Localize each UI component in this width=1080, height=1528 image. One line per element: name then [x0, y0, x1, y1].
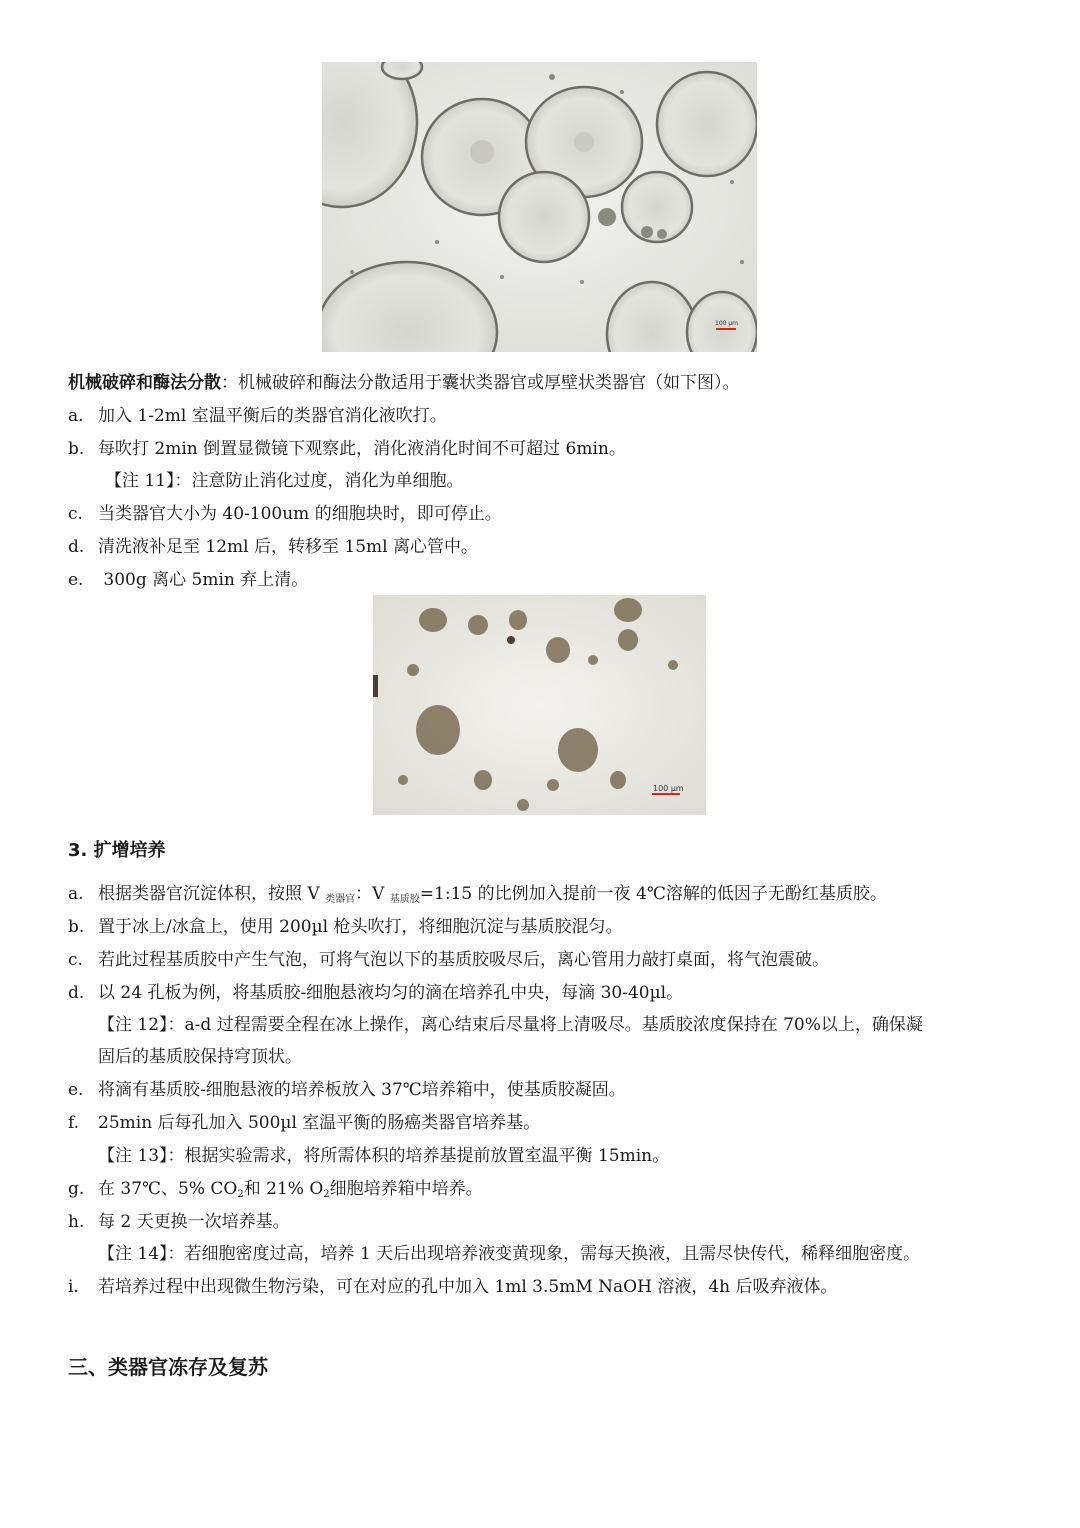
expand-note-13: 【注 13】：根据实验需求，将所需体积的培养基提前放置室温平衡 15min。: [98, 1146, 670, 1166]
item-text: 当类器官大小为 40-100um 的细胞块时，即可停止。: [98, 504, 502, 524]
scale-label: 100 µm: [653, 784, 684, 793]
item-text: 加入 1-2ml 室温平衡后的类器官消化液吹打。: [98, 406, 447, 426]
micrograph-cystic-organoids: [322, 62, 757, 352]
item-text: 若培养过程中出现微生物污染，可在对应的孔中加入 1ml 3.5mM NaOH 溶液，4h 后吸弃液体。: [98, 1277, 838, 1297]
item-marker: g.: [68, 1179, 85, 1199]
subscript-matrigel: 基质胶: [389, 894, 420, 905]
expand-note-12-line2: 固后的基质胶保持穹顶状。: [98, 1047, 302, 1067]
item-text-post: =1:15 的比例加入提前一夜 4℃溶解的低因子无酚红基质胶。: [419, 884, 887, 904]
item-marker: d.: [68, 537, 85, 557]
section-heading-freeze-thaw: 三、类器官冻存及复苏: [68, 1355, 268, 1379]
note-text: 【注 11】：注意防止消化过度，消化为单细胞。: [105, 471, 464, 491]
item-marker: a.: [68, 884, 84, 904]
expand-item-a: [68, 883, 887, 911]
item-text-mid: ：V: [355, 884, 390, 904]
expand-note-12-line1: 【注 12】：a-d 过程需要全程在冰上操作，离心结束后尽量将上清吸尽。基质胶浓度保持在 70%以上，确保凝: [98, 1015, 923, 1035]
mech-item-b: [68, 438, 626, 460]
item-text-post: 细胞培养箱中培养。: [329, 1179, 483, 1199]
expand-item-g: [68, 1178, 483, 1206]
item-marker: h.: [68, 1212, 85, 1232]
item-marker: f.: [68, 1113, 80, 1133]
item-text: 25min 后每孔加入 500µl 室温平衡的肠癌类器官培养基。: [98, 1113, 541, 1133]
item-text: 以 24 孔板为例，将基质胶-细胞悬液均匀的滴在培养孔中央，每滴 30-40µl。: [98, 983, 684, 1003]
expand-item-h: [68, 1211, 290, 1233]
item-text-mid: 和 21% O: [243, 1179, 324, 1199]
item-text-pre: 根据类器官沉淀体积，按照 V: [98, 884, 326, 904]
expand-item-f: [68, 1112, 540, 1134]
micrograph-clusters-svg: [373, 595, 706, 815]
item-text: 300g 离心 5min 弃上清。: [98, 570, 309, 590]
mech-title: 机械破碎和酶法分散: [68, 373, 221, 393]
item-text: 每吹打 2min 倒置显微镜下观察此，消化液消化时间不可超过 6min。: [98, 439, 626, 459]
item-text: 置于冰上/冰盒上，使用 200µl 枪头吹打，将细胞沉淀与基质胶混匀。: [98, 917, 623, 937]
item-text: 清洗液补足至 12ml 后，转移至 15ml 离心管中。: [98, 537, 478, 557]
item-marker: e.: [68, 1080, 84, 1100]
expand-item-i: [68, 1276, 838, 1298]
mech-intro: [68, 372, 740, 394]
micrograph-cell-clusters: [373, 595, 706, 815]
expand-item-d: [68, 982, 683, 1004]
item-marker: b.: [68, 439, 85, 459]
item-marker: i.: [68, 1277, 79, 1297]
scale-bar: [652, 793, 680, 795]
item-marker: c.: [68, 950, 83, 970]
mech-item-c: [68, 503, 502, 525]
scale-label: 100 µm: [715, 320, 739, 327]
item-marker: c.: [68, 504, 83, 524]
subscript-co2: 2: [237, 1189, 244, 1200]
expand-note-14: 【注 14】：若细胞密度过高，培养 1 天后出现培养液变黄现象，需每天换液，且需尽快传代，稀释细胞密度。: [98, 1244, 921, 1264]
item-marker: d.: [68, 983, 85, 1003]
item-marker: e.: [68, 570, 84, 590]
expand-heading: 3. 扩增培养: [68, 840, 166, 861]
micrograph-cystic-svg: [322, 62, 757, 352]
subscript-organoid: 类器官: [325, 894, 356, 905]
scale-bar: [716, 328, 736, 330]
mech-item-d: [68, 536, 478, 558]
mech-item-a: [68, 405, 447, 427]
expand-item-c: [68, 949, 829, 971]
item-text-pre: 在 37℃、5% CO: [98, 1179, 238, 1199]
item-text: 每 2 天更换一次培养基。: [98, 1212, 290, 1232]
mech-item-e: [68, 569, 308, 591]
mech-note-11: [105, 470, 464, 492]
mech-intro-text: ：机械破碎和酶法分散适用于囊状类器官或厚壁状类器官（如下图）。: [221, 373, 740, 393]
expand-item-b: [68, 916, 622, 938]
item-marker: a.: [68, 406, 84, 426]
subscript-o2: 2: [323, 1189, 330, 1200]
item-text: 若此过程基质胶中产生气泡，可将气泡以下的基质胶吸尽后，离心管用力敲打桌面，将气泡震破。: [98, 950, 829, 970]
expand-item-e: [68, 1079, 626, 1101]
item-text: 将滴有基质胶-细胞悬液的培养板放入 37℃培养箱中，使基质胶凝固。: [98, 1080, 626, 1100]
item-marker: b.: [68, 917, 85, 937]
